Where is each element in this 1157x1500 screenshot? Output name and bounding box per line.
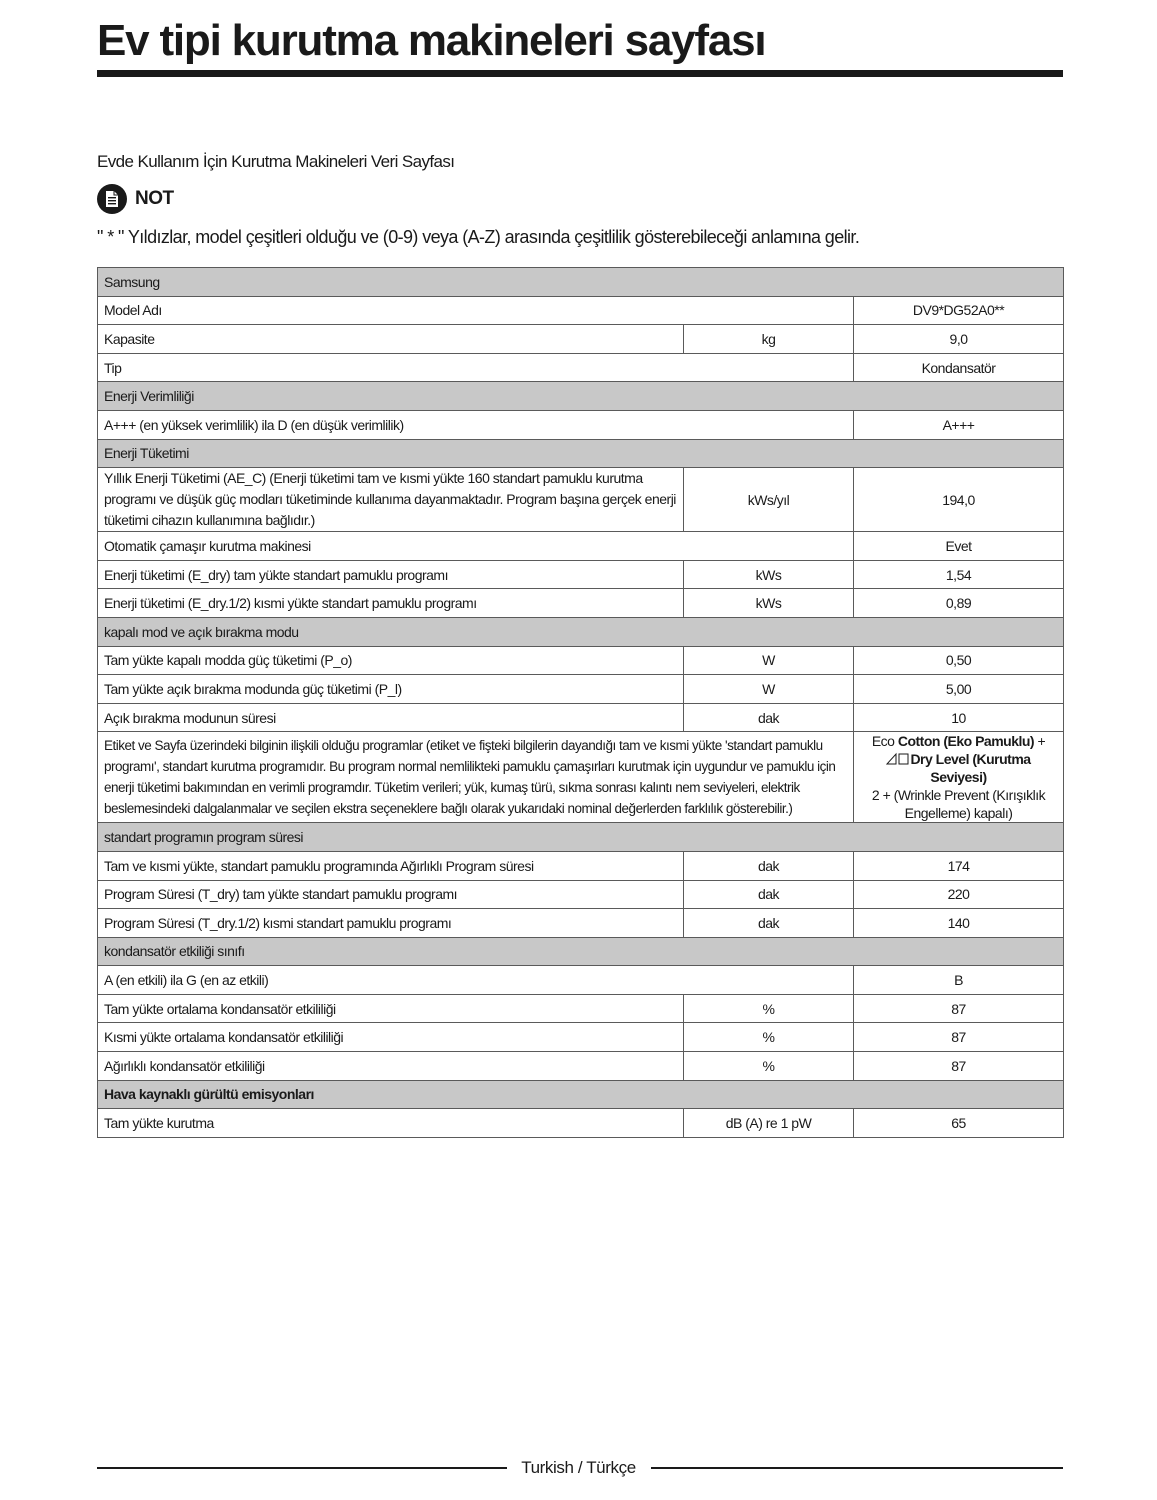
tdry-half-label: Program Süresi (T_dry.1/2) kısmi standart pamuklu programı — [98, 909, 684, 938]
weighted-time-value: 174 — [854, 851, 1064, 880]
note-heading — [97, 184, 174, 214]
automatic-label: Otomatik çamaşır kurutma makinesi — [98, 532, 854, 561]
table-row — [98, 675, 1064, 704]
model-label: Model Adı — [98, 296, 854, 325]
tdry-full-unit: dak — [684, 880, 854, 909]
po-unit: W — [684, 646, 854, 675]
section-row — [98, 937, 1064, 966]
capacity-unit: kg — [684, 325, 854, 354]
edry-half-value: 0,89 — [854, 589, 1064, 618]
condensation-class-label: A (en etkili) ila G (en az etkili) — [98, 966, 854, 995]
edry-full-unit: kWs — [684, 560, 854, 589]
table-row — [98, 1109, 1064, 1138]
noise-value: 65 — [854, 1109, 1064, 1138]
table-row — [98, 851, 1064, 880]
cond-full-value: 87 — [854, 994, 1064, 1023]
annual-consumption-value: 194,0 — [854, 468, 1064, 532]
section-row — [98, 439, 1064, 468]
table-row — [98, 1023, 1064, 1052]
program-rest-text: 2 + (Wrinkle Prevent (Kırışıklık Engelleme) kapalı) — [871, 787, 1046, 822]
table-row — [98, 646, 1064, 675]
section-label: Hava kaynaklı gürültü emisyonları — [98, 1080, 1064, 1109]
section-row — [98, 382, 1064, 411]
program-info-label: Etiket ve Sayfa üzerindeki bilginin ilişkili olduğu programlar (etiket ve fişteki bilgilerin dayandığı tam ve kısmi yükte 'standart pamuklu programı', standart kurutma programıdır. Bu program normal nemlilikteki pamuklu çamaşırları kurutmak için uygundur ve pamuklu için enerji tüketimi bakımından en verimli programdır. Tüketim verileri; yük, kumaş türü, sıkma sonrası kalıntı nem seviyeleri, elektrik beslemesindeki dalgalanmalar ve seçilen ekstra seçeneklere bağlı olarak yukarıdaki nominal değerlerden farklılık gösterebilir.) — [98, 732, 854, 823]
weighted-time-label: Tam ve kısmi yükte, standart pamuklu programında Ağırlıklı Program süresi — [98, 851, 684, 880]
edry-full-value: 1,54 — [854, 560, 1064, 589]
capacity-label: Kapasite — [98, 325, 684, 354]
table-row — [98, 296, 1064, 325]
cond-part-unit: % — [684, 1023, 854, 1052]
section-label: standart programın program süresi — [98, 823, 1064, 852]
table-row — [98, 1052, 1064, 1081]
table-row — [98, 589, 1064, 618]
left-on-duration-value: 10 — [854, 703, 1064, 732]
pl-value: 5,00 — [854, 675, 1064, 704]
left-on-duration-unit: dak — [684, 703, 854, 732]
table-row — [98, 909, 1064, 938]
subtitle: Evde Kullanım İçin Kurutma Makineleri Veri Sayfası — [97, 152, 455, 171]
cond-weighted-value: 87 — [854, 1052, 1064, 1081]
footer-language: Turkish / Türkçe — [521, 1458, 636, 1477]
noise-unit: dB (A) re 1 pW — [684, 1109, 854, 1138]
cond-full-unit: % — [684, 994, 854, 1023]
tdry-full-label: Program Süresi (T_dry) tam yükte standart pamuklu programı — [98, 880, 684, 909]
type-label: Tip — [98, 353, 854, 382]
section-row — [98, 1080, 1064, 1109]
noise-label: Tam yükte kurutma — [98, 1109, 684, 1138]
table-row — [98, 732, 1064, 823]
table-row — [98, 353, 1064, 382]
pl-label: Tam yükte açık bırakma modunda güç tüketimi (P_l) — [98, 675, 684, 704]
type-value: Kondansatör — [854, 353, 1064, 382]
section-label: kapalı mod ve açık bırakma modu — [98, 617, 1064, 646]
table-row — [98, 410, 1064, 439]
table-row — [98, 560, 1064, 589]
program-drylevel-text: Dry Level (Kurutma Seviyesi) — [910, 751, 1031, 786]
model-value: DV9*DG52A0** — [854, 296, 1064, 325]
program-plus-text: + — [1034, 733, 1046, 750]
program-info-value — [854, 732, 1064, 823]
cond-weighted-unit: % — [684, 1052, 854, 1081]
program-eco-text: Eco — [871, 733, 898, 750]
edry-full-label: Enerji tüketimi (E_dry) tam yükte standart pamuklu programı — [98, 560, 684, 589]
table-row — [98, 703, 1064, 732]
table-row-brand — [98, 268, 1064, 297]
edry-half-label: Enerji tüketimi (E_dry.1/2) kısmi yükte standart pamuklu programı — [98, 589, 684, 618]
left-on-duration-label: Açık bırakma modunun süresi — [98, 703, 684, 732]
cond-part-label: Kısmi yükte ortalama kondansatör etkililiği — [98, 1023, 684, 1052]
section-label: Enerji Verimliliği — [98, 382, 1064, 411]
efficiency-label: A+++ (en yüksek verimlilik) ila D (en düşük verimlilik) — [98, 410, 854, 439]
tdry-half-value: 140 — [854, 909, 1064, 938]
pl-unit: W — [684, 675, 854, 704]
po-label: Tam yükte kapalı modda güç tüketimi (P_o) — [98, 646, 684, 675]
section-label: Enerji Tüketimi — [98, 439, 1064, 468]
dry-level-icon — [886, 751, 910, 767]
table-row — [98, 532, 1064, 561]
table-row — [98, 994, 1064, 1023]
table-row — [98, 880, 1064, 909]
note-text: " * " Yıldızlar, model çeşitleri olduğu ve (0-9) veya (A-Z) arasında çeşitlilik gösterebileceği anlamına gelir. — [97, 227, 860, 247]
title-rule — [97, 70, 1063, 77]
section-label: kondansatör etkiliği sınıfı — [98, 937, 1064, 966]
cond-full-label: Tam yükte ortalama kondansatör etkililiği — [98, 994, 684, 1023]
section-row — [98, 823, 1064, 852]
table-row — [98, 966, 1064, 995]
capacity-value: 9,0 — [854, 325, 1064, 354]
cond-part-value: 87 — [854, 1023, 1064, 1052]
po-value: 0,50 — [854, 646, 1064, 675]
note-label: NOT — [135, 188, 174, 209]
note-document-icon — [97, 184, 127, 214]
efficiency-value: A+++ — [854, 410, 1064, 439]
spec-table — [97, 267, 1064, 1138]
tdry-full-value: 220 — [854, 880, 1064, 909]
condensation-class-value: B — [854, 966, 1064, 995]
weighted-time-unit: dak — [684, 851, 854, 880]
annual-consumption-unit: kWs/yıl — [684, 468, 854, 532]
footer-rule-right — [651, 1467, 1063, 1469]
cond-weighted-label: Ağırlıklı kondansatör etkililiği — [98, 1052, 684, 1081]
edry-half-unit: kWs — [684, 589, 854, 618]
page-title: Ev tipi kurutma makineleri sayfası — [97, 16, 766, 65]
table-row — [98, 468, 1064, 532]
table-row — [98, 325, 1064, 354]
annual-consumption-label: Yıllık Enerji Tüketimi (AE_C) (Enerji tüketimi tam ve kısmi yükte 160 standart pamuklu kurutma programı ve düşük güç modları tüketiminde kullanıma dayanmaktadır. Program başına gerçek enerji tüketimi cihazın kullanımına bağlıdır.) — [98, 468, 684, 532]
section-row — [98, 617, 1064, 646]
brand-cell: Samsung — [98, 268, 1064, 297]
tdry-half-unit: dak — [684, 909, 854, 938]
program-cotton-text: Cotton (Eko Pamuklu) — [897, 733, 1035, 750]
automatic-value: Evet — [854, 532, 1064, 561]
